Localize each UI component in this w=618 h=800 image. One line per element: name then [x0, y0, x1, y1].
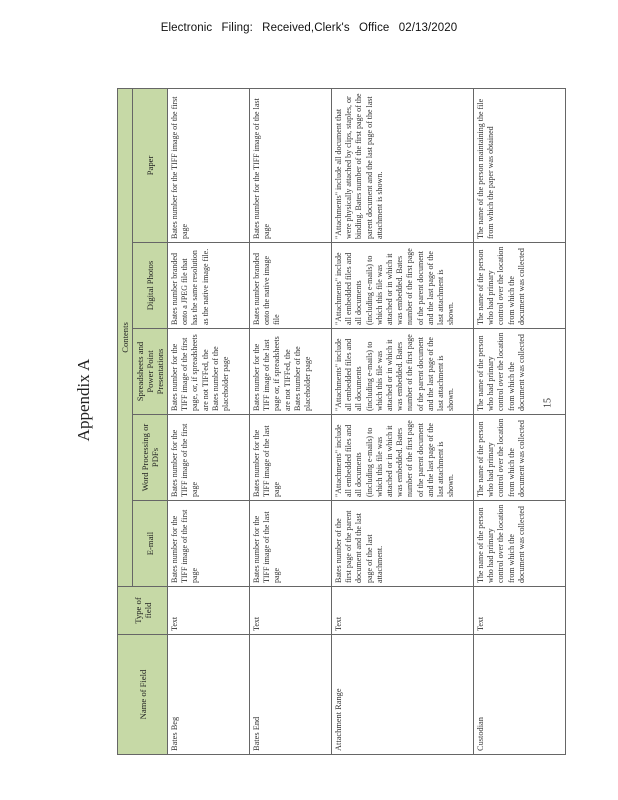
cell-field-name: Attachment Range: [332, 635, 474, 755]
header-name-of-field: Name of Field: [118, 635, 168, 755]
cell-paper: Bates number for the TIFF image of the first page: [168, 88, 250, 242]
cell-spreadsheets: The name of the person who had primary control over the location from which the document was collected: [474, 329, 566, 415]
cell-field-type: Text: [474, 587, 566, 635]
field-specification-table: [117, 89, 563, 755]
cell-email: Bates number for the TIFF image of the last page: [250, 501, 332, 587]
cell-field-name: Bates Beg: [168, 635, 250, 755]
cell-field-name: Bates End: [250, 635, 332, 755]
appendix-title: Appendix A: [74, 358, 93, 442]
cell-spreadsheets: "Attachments" include all embedded files and all documents (including e-mails) to which this file was attached or in which it was embedded. Bates number of the first page of the parent document and the last page of the last attachment is shown.: [332, 329, 474, 415]
header-digital-photos: Digital Photos: [133, 243, 168, 329]
cell-paper: Bates number for the TIFF image of the last page: [250, 88, 332, 242]
header-contents-group: Contents: [118, 88, 133, 586]
cell-photos: "Attachments" include all embedded files and all documents (including e-mails) to which this file was attached or in which it was embedded. Bates number of the first page of the parent document and the last page of the last attachment is shown.: [332, 243, 474, 329]
cell-spreadsheets: Bates number for the TIFF image of the last page or, if spreadsheets are not TIFFed, the Bates number of the placeholder page: [250, 329, 332, 415]
cell-field-type: Text: [332, 587, 474, 635]
cell-paper: "Attachments" include all document that were physically attached by clips, staples, or binding. Bates number of the first page of the parent document and the last page of the last attachment is shown.: [332, 88, 474, 242]
cell-photos: The name of the person who had primary control over the location from which the document was collected: [474, 243, 566, 329]
cell-field-type: Text: [250, 587, 332, 635]
cell-email: Bates number for the TIFF image of the first page: [168, 501, 250, 587]
header-email: E-mail: [133, 501, 168, 587]
header-type-of-field: Type of field: [118, 587, 168, 635]
table-row: [332, 88, 474, 754]
cell-word: "Attachments" include all embedded files and all documents (including e-mails) to which this file was attached or in which it was embedded. Bates number of the first page of the parent document and the last page of the last attachment is shown.: [332, 415, 474, 501]
table-row: [474, 88, 566, 754]
cell-word: Bates number for the TIFF image of the first page: [168, 415, 250, 501]
table-row: [250, 88, 332, 754]
cell-email: Bates number of the first page of the parent document and the last page of the last attachment.: [332, 501, 474, 587]
table-row: [168, 88, 250, 754]
cell-photos: Bates number branded onto the native image file: [250, 243, 332, 329]
cell-word: Bates number for the TIFF image of the last page: [250, 415, 332, 501]
cell-paper: The name of the person maintaining the file from which the paper was obtained: [474, 88, 566, 242]
cell-field-name: Custodian: [474, 635, 566, 755]
cell-spreadsheets: Bates number for the TIFF image of the first page, or, if spreadsheets are not TIFFed, the Bates number of the placeholder page: [168, 329, 250, 415]
header-paper: Paper: [133, 88, 168, 242]
cell-word: The name of the person who had primary control over the location from which the document was collected: [474, 415, 566, 501]
header-word-processing: Word Processing or PDFs: [133, 415, 168, 501]
cell-field-type: Text: [168, 587, 250, 635]
header-spreadsheets: Spreadsheets and Power Point Presentations: [133, 329, 168, 415]
cell-photos: Bates number branded onto a JPEG file that has the same resolution as the native image file.: [168, 243, 250, 329]
page-number: 15: [542, 398, 554, 408]
filing-stamp-header: Electronic Filing: Received,Clerk's Office 02/13/2020: [160, 22, 458, 34]
cell-email: The name of the person who had primary control over the location from which the document was collected: [474, 501, 566, 587]
